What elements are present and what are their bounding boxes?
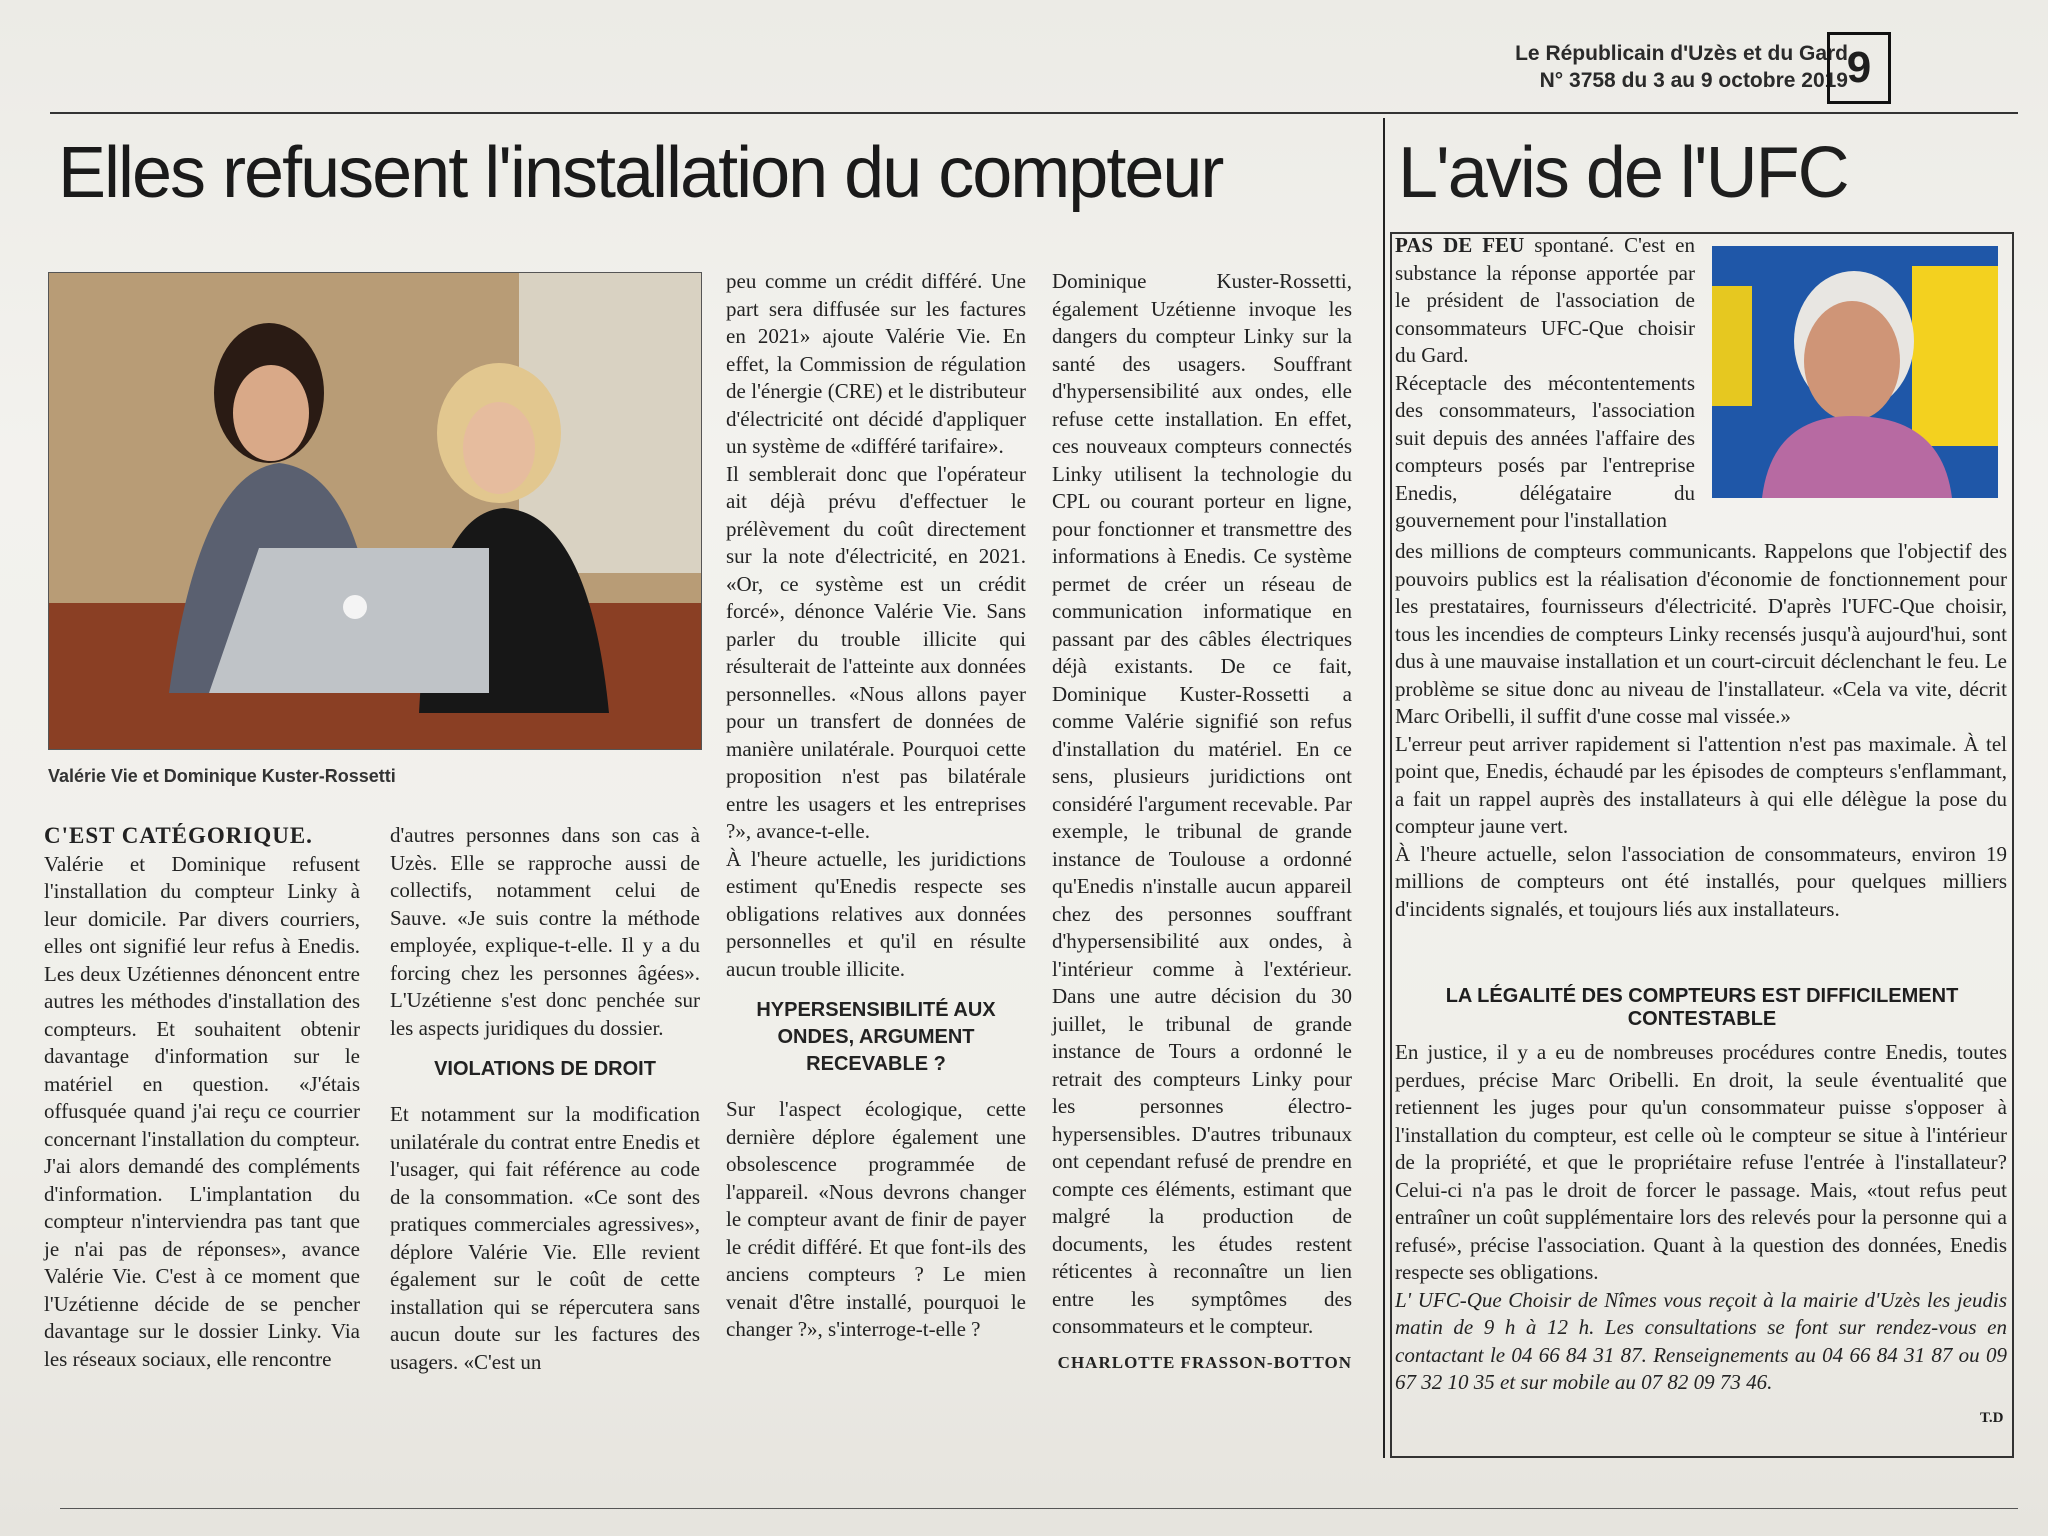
sidebar-intro	[1395, 232, 1695, 535]
article-text: Dominique Kuster-Rossetti, également Uzétienne invoque les dangers du compteur Linky sur la santé des usagers. Souffrant d'hypersensibilité aux ondes, elle refuse cette installation. En effet, ces nouveaux compteurs connectés Linky utilisent la technologie du CPL ou courant porteur en ligne, pour fonctionner et transmettre des informations à Enedis. Ce système permet de créer un réseau de communication informatique en passant par des câbles électriques déjà existants. De ce fait, Dominique Kuster-Rossetti a comme Valérie signifié son refus d'installation du matériel. En ce sens, plusieurs juridictions ont considéré l'argument recevable. Par exemple, le tribunal de grande instance de Toulouse a ordonné qu'Enedis n'installe aucun appareil chez des personnes souffrant d'hypersensibilité aux ondes, à l'intérieur comme à l'extérieur. Dans une autre décision du 30 juillet, le tribunal de grande instance de Tours a ordonné le retrait des compteurs Linky pour les personnes électro-hypersensibles. D'autres tribunaux ont cependant refusé de prendre en compte ces éléments, estimant que malgré la production de documents, les études restent réticentes à reconnaître un lien entre les symptômes des consommateurs et le compteur.	[1052, 269, 1352, 1338]
masthead	[1515, 40, 1848, 94]
article-text: Et notamment sur la modification unilatérale du contrat entre Enedis et l'usager, qui fait référence au code de la consommation. «Ce sont des pratiques commerciales agressives», déplore Valérie Vie. Elle revient également sur le coût de cette installation qui se répercutera sans aucun doute sur les factures des usagers. «C'est un	[390, 1102, 700, 1374]
sidebar-lead-in: PAS DE FEU	[1395, 233, 1525, 257]
page-number: 9	[1827, 32, 1891, 104]
article-text: Sur l'aspect écologique, cette dernière déplore également une obsolescence programmée de l'appareil. «Nous devrons changer le compteur avant de finir de payer le crédit différé. Et que font-ils des anciens compteurs ? Le mien venait d'être installé, pourquoi le changer ?», s'interroge-t-elle ?	[726, 1097, 1026, 1341]
sidebar-headline: L'avis de l'UFC	[1398, 133, 1848, 213]
article-text: Valérie et Dominique refusent l'installation du compteur Linky à leur domicile. Par divers courriers, elles ont signifié leur refus à Enedis. Les deux Uzétiennes dénoncent entre autres les méthodes d'installation des compteurs. Et souhaitent obtenir davantage d'information sur le matériel en question. «J'étais offusquée quand j'ai reçu ce courrier concernant l'installation du compteur. J'ai alors demandé des compléments d'information. L'implantation du compteur n'interviendra pas tant que je n'ai pas de réponses», avance Valérie Vie. C'est à ce moment que l'Uzétienne décide de se pencher davantage sur le dossier Linky. Via les réseaux sociaux, elle rencontre	[44, 851, 360, 1371]
lead-in: C'EST CATÉGORIQUE.	[44, 823, 313, 848]
article-text: d'autres personnes dans son cas à Uzès. Elle se rapproche aussi de collectifs, notamment celui de Sauve. «Je suis contre la méthode employée, explique-t-elle. Il y a du forcing chez les personnes âgées». L'Uzétienne s'est donc penchée sur les aspects juridiques du dossier.	[390, 823, 700, 1040]
sidebar-portrait	[1712, 246, 1998, 498]
subheading: HYPERSENSIBILITÉ AUX ONDES, ARGUMENT RECEVABLE ?	[756, 999, 996, 1075]
sidebar-subheading: LA LÉGALITÉ DES COMPTEURS EST DIFFICILEMENT CONTESTABLE	[1445, 985, 1959, 1030]
article-column-1	[44, 822, 360, 1373]
article-text: peu comme un crédit différé. Une part sera diffusée sur les factures en 2021» ajoute Valérie Vie. En effet, la Commission de régulation de l'énergie (CRE) et le distributeur d'électricité ont décidé d'appliquer un système de «différé tarifaire». Il semblerait donc que l'opérateur ait déjà prévu d'effectuer le prélèvement du coût directement sur la note d'électricité, en 2021. «Or, ce système est un crédit forcé», dénonce Valérie Vie. Sans parler du trouble illicite qui résulterait de l'atteinte aux données personnelles. «Nous allons payer pour un transfert de données de manière unilatérale. Pourquoi cette proposition n'est pas bilatérale entre les usagers et les entreprises ?», avance-t-elle. À l'heure actuelle, les juridictions estiment qu'Enedis respecte ses obligations relatives aux données personnelles et qu'il en résulte aucun trouble illicite.	[726, 269, 1026, 981]
article-column-3	[726, 268, 1026, 1344]
sidebar-contact: L' UFC-Que Choisir de Nîmes vous reçoit à la mairie d'Uzès les jeudis matin de 9 h à 12 h. Les consultations se font sur rendez-vous en contactant le 04 66 84 31 87. Renseignements au 04 66 84 31 87 ou 09 67 32 10 35 et sur mobile au 07 82 09 73 46.	[1395, 1287, 2007, 1394]
sidebar-text: des millions de compteurs communicants. Rappelons que l'objectif des pouvoirs publics est la réalisation d'économie de fonctionnement pour les prestataires, fournisseurs d'électricité. D'après l'UFC-Que choisir, tous les incendies de compteurs Linky recensés jusqu'à aujourd'hui, sont dus à une mauvaise installation et un court-circuit déclenchant le feu. Le problème se situe donc au niveau de l'installateur. «Cela va vite, décrit Marc Oribelli, il suffit d'une cosse mal vissée.» L'erreur peut arriver rapidement si l'attention n'est pas maximale. À tel point que, Enedis, échaudé par les épisodes de compteurs s'enflammant, a fait un rappel auprès des installateurs à qui elle délègue la pose du compteur jaune vert. À l'heure actuelle, selon l'association de consommateurs, environ 19 millions de compteurs ont été installés, pour quelques milliers d'incidents signalés, et toujours liés aux installateurs.	[1395, 539, 2007, 921]
sidebar-body	[1395, 1039, 2007, 1397]
sidebar-text: spontané. C'est en substance la réponse apportée par le président de l'association de consommateurs UFC-Que choisir du Gard. Réceptacle des mécontentements des consommateurs, l'association suit depuis des années l'affaire des compteurs posés par l'entreprise Enedis, délégataire du gouvernement pour l'installation	[1395, 233, 1695, 532]
photo-illustration	[49, 273, 701, 749]
author-signature: CHARLOTTE FRASSON-BOTTON	[1057, 1352, 1352, 1372]
article-column-2	[390, 822, 700, 1376]
masthead-issue: N° 3758 du 3 au 9 octobre 2019	[1539, 69, 1848, 92]
header-rule	[50, 112, 2018, 114]
sidebar-text: En justice, il y a eu de nombreuses procédures contre Enedis, toutes perdues, précise Marc Oribelli. En droit, la seule éventualité que retiennent les juges pour qu'un consommateur puisse s'opposer à l'installation du compteur, est celle où le compteur se situe à l'intérieur de la propriété, et que le propriétaire refuse l'entrée à l'installateur? Celui-ci n'a pas le droit de forcer le passage. Mais, «tout refus peut entraîner un coût supplémentaire lors des relevés pour la personne qui a refusé», précise l'association. Quant à la question des données, Enedis respecte ses obligations.	[1395, 1040, 2007, 1284]
article-headline: Elles refusent l'installation du compteur	[58, 133, 1223, 213]
masthead-title: Le Républicain d'Uzès et du Gard	[1515, 42, 1848, 65]
photo-caption: Valérie Vie et Dominique Kuster-Rossetti	[48, 766, 396, 786]
subheading: VIOLATIONS DE DROIT	[434, 1058, 656, 1080]
bottom-rule	[60, 1508, 2018, 1509]
column-divider	[1383, 118, 1385, 1458]
portrait-illustration	[1712, 246, 1998, 498]
article-column-4	[1052, 268, 1352, 1376]
sidebar-initials: T.D	[1980, 1410, 2004, 1426]
article-photo	[48, 272, 702, 750]
